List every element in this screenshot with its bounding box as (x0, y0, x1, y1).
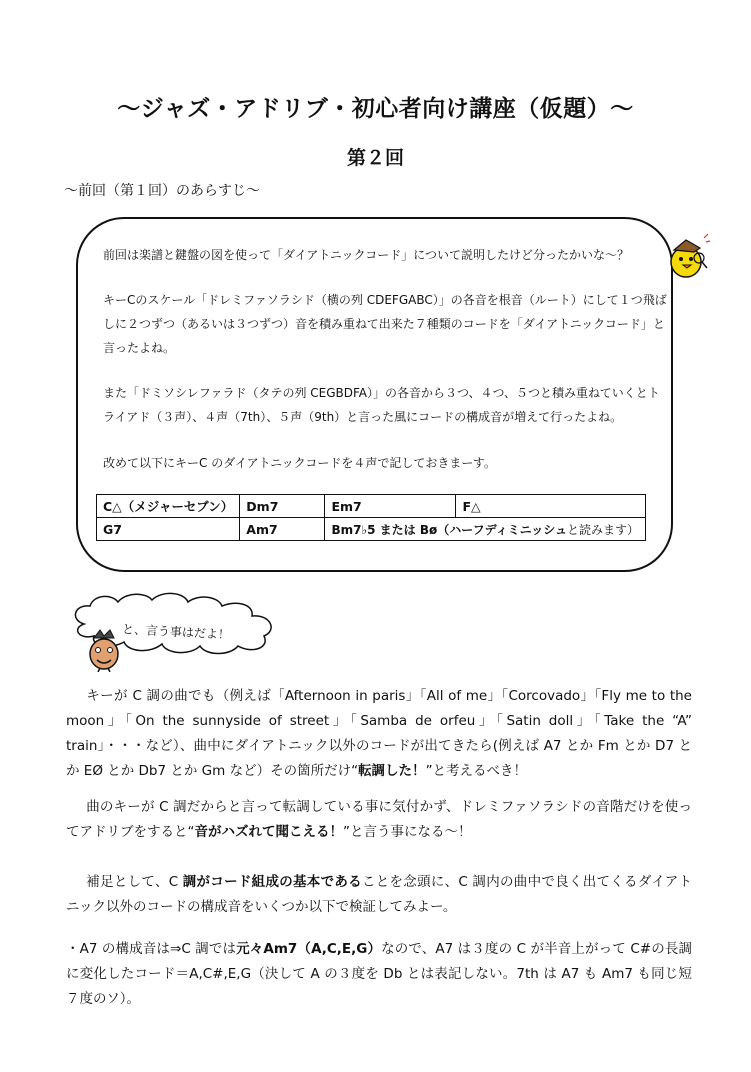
diatonic-chord-table (96, 494, 646, 541)
speech-bubble-text: と、言う事はだよ！ (121, 622, 231, 642)
text-run: なので、A7 は３度の C が半音上がって C#の長調に変化したコード＝A,C#,E,G（決して A の３度を Db とは表記しない。7th は A7 も Am7 も同じ短７度のソ）。 (66, 941, 692, 1007)
table-cell: Am7 (240, 518, 325, 541)
paragraph-a7 (66, 937, 692, 1012)
emphasis-text: 元々Am7（A,C,E,G） (236, 941, 382, 957)
table-cell: Dm7 (240, 495, 325, 518)
text-run: ”と考えるべき！ (425, 763, 528, 779)
table-cell: Em7 (325, 495, 456, 518)
emphasis-text: 調がコード組成の基本である (182, 874, 362, 890)
table-cell: G7 (97, 518, 240, 541)
table-cell-bm7b5 (325, 518, 646, 541)
chord-reading: ハーフディミニッシュ (449, 522, 567, 537)
lesson-number: 第２回 (346, 147, 404, 169)
recap-paragraph-3: また「ドミソシレファラド（タテの列 CEGBDFA）」の各音から３つ、４つ、５つと積み重ねていくとトライアド（３声）、４声（7th）、５声（9th）と言った風にコードの構成音が増えて行ったよね。 (103, 386, 660, 424)
paragraph-warning (66, 795, 692, 845)
recap-heading: ～前回（第１回）のあらすじ～ (64, 183, 260, 199)
table-cell: C△（メジャーセブン） (97, 495, 240, 518)
text-run: 補足として、C (86, 874, 183, 890)
text-run: 曲のキーが C 調だからと言って転調している事に気付かず、ドレミファソラシドの音階だけを使ってアドリブをすると“ (66, 799, 692, 840)
emphasis-text: 音がハズれて聞こえる！ (194, 824, 343, 840)
chord-name: Bm7♭5 または Bø（ (331, 522, 450, 537)
document-title: ～ジャズ・アドリブ・初心者向け講座（仮題）～ (117, 96, 634, 122)
table-row (97, 495, 646, 518)
paragraph-supplement (66, 870, 692, 920)
recap-paragraph-1: 前回は楽譜と鍵盤の図を使って「ダイアトニックコード」について説明したけど分ったかいな～？ (103, 248, 629, 262)
text-run: ことを念頭に、C 調内の曲中で良く出てくるダイアトニック以外のコードの構成音をいくつか以下で検証してみよー。 (66, 874, 693, 915)
table-row (97, 518, 646, 541)
text-run: ・A7 の構成音は⇒C 調では (66, 941, 237, 957)
text-run: キーが C 調の曲でも（例えば「Afternoon in paris」「All of me」「Corcovado」「Fly me to the moon」「On the sunnyside of street」「Samba de orfeu」「Satin doll」「Take the “A” train」・・・など）、曲中にダイアトニック以外のコードが出てきたら(例えば A7 とか Fm とか D7 とか EØ とか Db7 とか Gm など）その箇所だけ“ (66, 688, 692, 779)
text-run: ”と言う事になる～！ (343, 824, 472, 840)
bird-mascot-icon (666, 232, 710, 280)
emphasis-text: 転調した！ (358, 763, 426, 779)
recap-paragraph-4: 改めて以下にキーC のダイアトニックコードを４声で記しておきまーす。 (103, 456, 496, 470)
paragraph-modulation (66, 684, 692, 784)
critter-mascot-icon (86, 628, 122, 672)
recap-paragraph-2: キーCのスケール「ドレミファソラシド（横の列 CDEFGABC）」の各音を根音（ルート）にして１つ飛ばしに２つずつ（あるいは３つずつ）音を積み重ねて出来た７種類のコードを「ダイアトニックコード」と言ったよね。 (103, 293, 667, 355)
chord-note: と読みます） (566, 522, 639, 537)
table-cell: F△ (456, 495, 646, 518)
